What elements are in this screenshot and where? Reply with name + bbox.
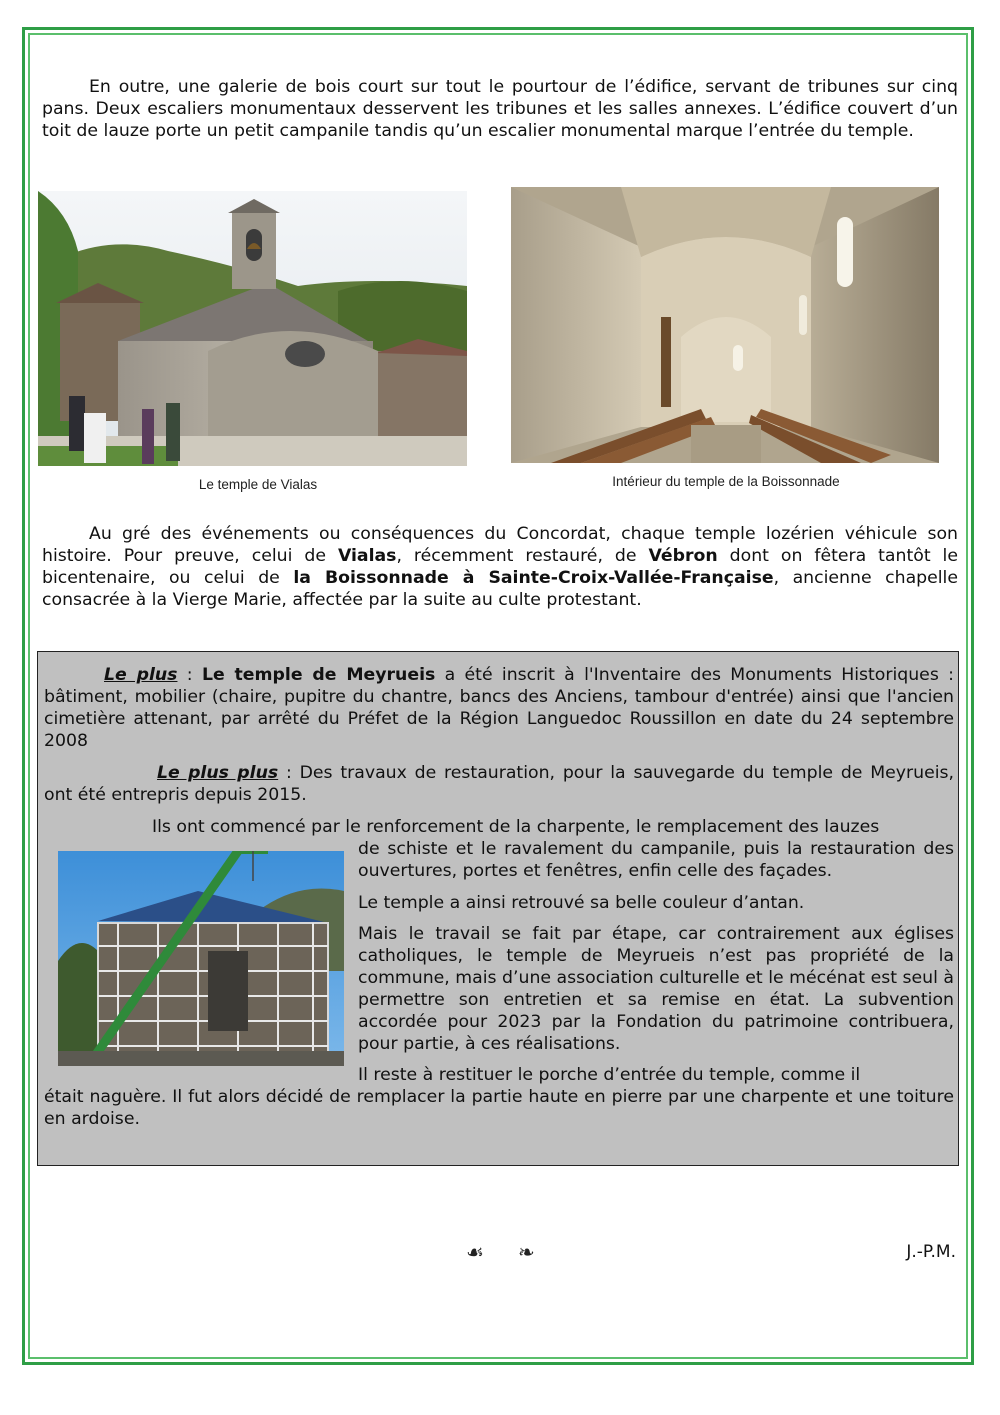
color-paragraph: Le temple a ainsi retrouvé sa belle couleur d’antan. [358,893,805,913]
caption-interior-boissonnade: Intérieur du temple de la Boissonnade [612,474,840,489]
caption-temple-vialas: Le temple de Vialas [198,477,318,492]
info-box [37,651,959,1166]
place-boissonnade: la Boissonnade à Sainte-Croix-Vallée-Française [293,568,774,588]
photo-temple-vialas [38,191,467,466]
history-paragraph: Au gré des événements ou conséquences du Concordat, chaque temple lozérien véhicule son histoire. Pour preuve, celui de Vialas, récemment restauré, de Vébron dont on fêtera tantôt le bicentenaire, ou celui de la Boissonnade à Sainte-Croix-Vallée-Française, ancienne chapelle consacrée à la Vierge Marie, affectée par la suite au culte protestant. [42,524,958,610]
photo-interior-boissonnade [511,187,939,463]
place-vebron: Vébron [648,546,718,566]
author-signature: J.-P.M. [906,1242,956,1262]
le-plus-paragraph: Le plus : Le temple de Meyrueis a été inscrit à l'Inventaire des Monuments Historiques : bâtiment, mobilier (chaire, pupitre du chantre, bancs des Anciens, tambour d'entrée) ainsi que l'ancien cimetière attenant, par arrêté du Préfet de la Région Languedoc Roussillon en date du 24 septembre 2008 [44,665,954,751]
le-plus-label: Le plus [104,665,178,685]
ornament-right-icon: ❧ [518,1240,535,1264]
porch-continued: était naguère. Il fut alors décidé de remplacer la partie haute en pierre par une charpente et une toiture en ardoise. [44,1087,954,1129]
works-continued: de schiste et le ravalement du campanile, puis la restauration des ouvertures, portes et fenêtres, enfin celle des façades. [358,839,954,881]
photo-meyrueis-restoration [58,851,344,1066]
funding-paragraph: Mais le travail se fait par étape, car contrairement aux églises catholiques, le temple de Meyrueis n’est pas propriété de la commune, mais d’une association culturelle et le mécénat est seul à permettre son entretien et sa remise en état. La subvention accordée pour 2023 par la Fondation du patrimoine contribuera, pour partie, à ces réalisations. [358,924,954,1054]
ornament-left-icon: ☙ [466,1240,484,1264]
le-plus-plus-label: Le plus plus [157,763,279,783]
porch-first-line: Il reste à restituer le porche d’entrée du temple, comme il [358,1065,861,1085]
works-first-line: Ils ont commencé par le renforcement de la charpente, le remplacement des lauzes [152,817,880,837]
intro-paragraph: En outre, une galerie de bois court sur tout le pourtour de l’édifice, servant de tribunes sur cinq pans. Deux escaliers monumentaux desservent les tribunes et les salles annexes. L’édifice couvert d’un toit de lauze porte un petit campanile tandis qu’un escalier monumental marque l’entrée du temple. [42,77,958,141]
le-plus-plus-paragraph: Le plus plus : Des travaux de restauration, pour la sauvegarde du temple de Meyrueis, ont été entrepris depuis 2015. [44,763,954,805]
place-vialas: Vialas [337,546,397,566]
